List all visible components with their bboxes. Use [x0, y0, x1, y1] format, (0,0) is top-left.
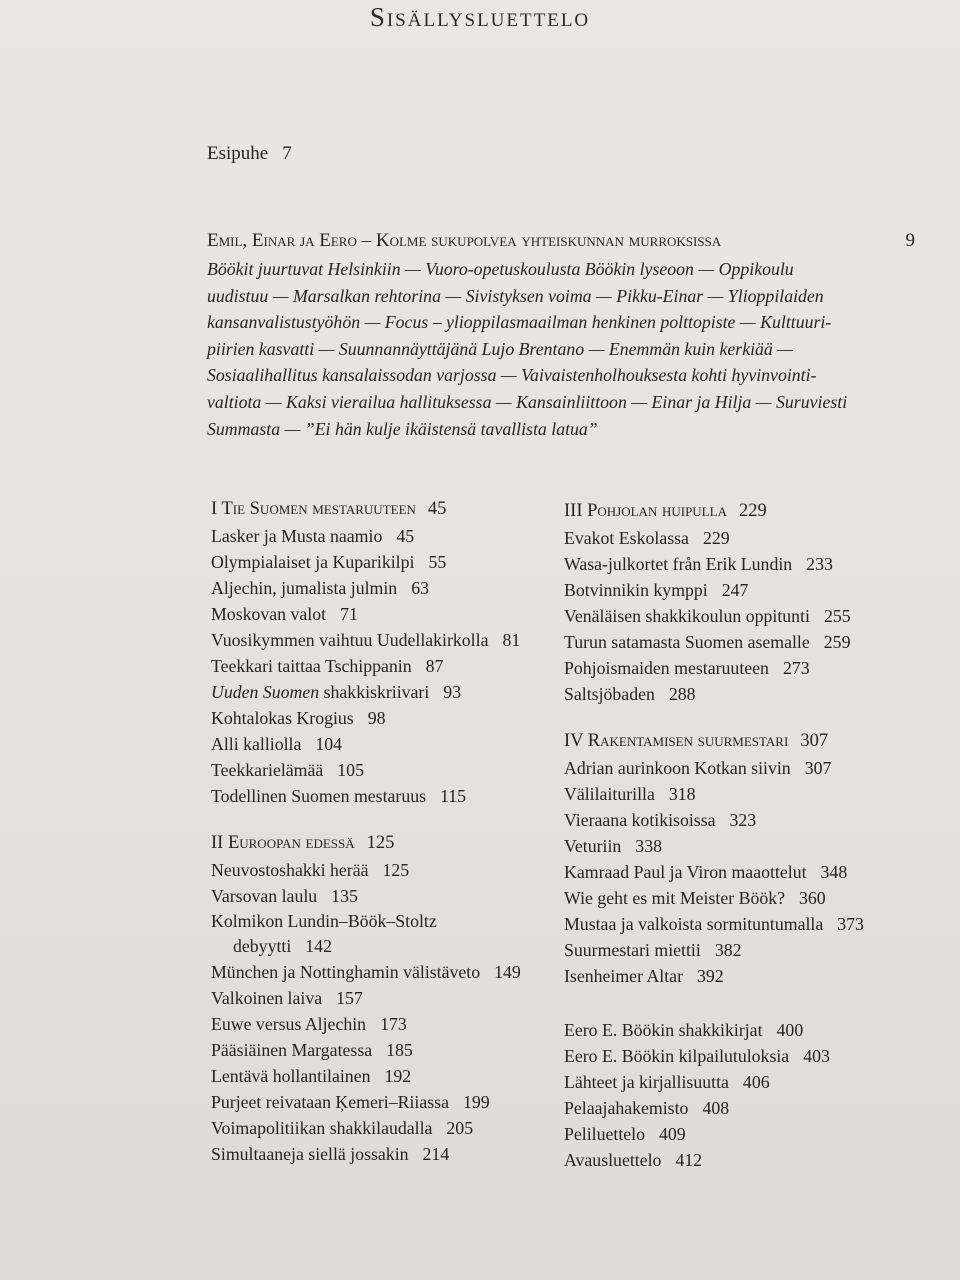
- entry-page: 199: [462, 1092, 490, 1112]
- summary-line: Böökit juurtuvat Helsinkiin — Vuoro-opetuskoulusta Böökin lyseoon — Oppikoulu: [207, 259, 794, 279]
- toc-entry: [564, 833, 909, 859]
- entry-page: 71: [340, 604, 358, 624]
- entry-page: 135: [331, 886, 358, 906]
- toc-entry: [211, 1115, 556, 1141]
- entry-title: Kohtalokas Krogius: [211, 708, 354, 728]
- entry-page: 408: [702, 1098, 730, 1118]
- entry-title: Eero E. Böökin shakkikirjat: [564, 1020, 763, 1040]
- entry-page: 323: [729, 810, 757, 830]
- entry-page: 259: [823, 632, 851, 652]
- toc-entry: [564, 603, 909, 629]
- toc-entry: [564, 577, 909, 603]
- entry-page: 55: [428, 552, 447, 572]
- part-title: III Pohjolan huipulla: [564, 501, 727, 521]
- toc-entry: [211, 549, 556, 575]
- entry-page: 105: [337, 760, 364, 780]
- entry-page: 173: [380, 1014, 407, 1034]
- part-title: IV Rakentamisen suurmestari: [564, 731, 789, 751]
- toc-entry: [564, 937, 909, 963]
- section-summary-emil: [207, 256, 913, 442]
- entry-title: Välilaiturilla: [564, 784, 655, 804]
- part-page: 229: [738, 501, 767, 521]
- entry-title: Pelaajahakemisto: [564, 1098, 689, 1118]
- entry-title: Purjeet reivataan Ķemeri–Riiassa: [211, 1092, 449, 1112]
- toc-entry: [211, 575, 556, 601]
- entry-title: Adrian aurinkoon Kotkan siivin: [564, 758, 791, 778]
- section-heading-emil: [207, 230, 915, 252]
- entry-page: 400: [776, 1020, 804, 1040]
- entry-title: Voimapolitiikan shakkilaudalla: [211, 1118, 433, 1138]
- part-title: I Tie Suomen mestaruuteen: [211, 499, 416, 519]
- entry-title: Neuvostoshakki herää: [211, 860, 369, 880]
- entry-title: Mustaa ja valkoista sormituntumalla: [564, 914, 824, 934]
- toc-entry: [564, 755, 909, 781]
- entry-title: Lentävä hollantilainen: [211, 1066, 371, 1086]
- entry-page: 93: [443, 682, 462, 702]
- entry-title: Kolmikon Lundin–Böök–Stoltz: [211, 911, 437, 931]
- entry-page: 360: [799, 888, 826, 908]
- toc-entry: [564, 885, 909, 911]
- summary-line: Summasta — ”Ei hän kulje ikäistensä tavallista latua”: [207, 418, 598, 439]
- entry-title: Euwe versus Aljechin: [211, 1014, 367, 1034]
- entry-title: Turun satamasta Suomen asemalle: [564, 632, 810, 652]
- entry-title: Veturiin: [564, 836, 622, 856]
- entry-page: 229: [702, 528, 730, 548]
- entry-title: Lasker ja Musta naamio: [211, 526, 383, 546]
- entry-page: 205: [446, 1118, 474, 1138]
- toc-entry-continuation: [211, 933, 556, 959]
- entry-page: 45: [396, 526, 415, 546]
- entry-title: Pohjoismaiden mestaruuteen: [564, 658, 769, 678]
- entry-title: Teekkari taittaa Tschippanin: [211, 656, 412, 676]
- part-title: II Euroopan edessä: [211, 833, 355, 853]
- entry-page: 149: [494, 962, 521, 982]
- entry-page: 7: [282, 143, 292, 164]
- part-heading-1: [211, 495, 556, 523]
- part-heading-3: [564, 497, 909, 525]
- entry-page: 157: [336, 988, 363, 1008]
- entry-page: 307: [804, 758, 832, 778]
- toc-entry: [564, 655, 909, 681]
- entry-title: Vuosikymmen vaihtuu Uudellakirkolla: [211, 630, 489, 650]
- toc-entry: [564, 551, 909, 577]
- entry-page: 185: [386, 1040, 413, 1060]
- toc-entry: [564, 911, 909, 937]
- entry-title: Isenheimer Altar: [564, 966, 683, 986]
- entry-title: Peliluettelo: [564, 1124, 645, 1144]
- entry-page: 255: [823, 606, 851, 626]
- entry-page: 233: [806, 554, 833, 574]
- page-title: Sisällysluettelo: [369, 2, 591, 32]
- toc-entry: [564, 963, 909, 989]
- part-heading-4: [564, 727, 909, 755]
- toc-entry: [211, 601, 556, 627]
- entry-page: 87: [425, 656, 444, 676]
- toc-entry: [211, 959, 556, 985]
- part-page: 125: [366, 833, 395, 853]
- summary-line: uudistuu — Marsalkan rehtorina — Sivistyksen voima — Pikku-Einar — Ylioppilaiden: [207, 285, 824, 306]
- entry-title: Suurmestari miettii: [564, 940, 701, 960]
- entry-page: 115: [440, 786, 467, 806]
- section-title: Emil, Einar ja Eero – Kolme sukupolvea yhteiskunnan murroksissa: [207, 230, 722, 251]
- entry-title: Venäläisen shakkikoulun oppitunti: [564, 606, 810, 626]
- entry-title: Valkoinen laiva: [211, 988, 323, 1008]
- entry-title: Vieraana kotikisoissa: [564, 810, 716, 830]
- toc-entry-preface: [207, 143, 292, 165]
- entry-title: Wie geht es mit Meister Böök?: [564, 888, 786, 908]
- entry-title: Botvinnikin kymppi: [564, 580, 708, 600]
- entry-title: Esipuhe: [207, 143, 269, 164]
- entry-title: München ja Nottinghamin välistäveto: [211, 962, 481, 982]
- toc-entry: [211, 985, 556, 1011]
- entry-title: Evakot Eskolassa: [564, 528, 689, 548]
- toc-entry: [564, 681, 909, 707]
- entry-title: Moskovan valot: [211, 604, 327, 624]
- entry-page: 338: [635, 836, 662, 856]
- toc-entry: [211, 1011, 556, 1037]
- entry-page: 288: [668, 684, 696, 704]
- toc-entry: [211, 909, 556, 933]
- toc-entry-appendix: [564, 1069, 909, 1095]
- toc-entry: [564, 807, 909, 833]
- entry-page: 406: [742, 1072, 770, 1092]
- entry-title: shakkiskriivari: [319, 682, 430, 702]
- toc-entry-appendix: [564, 1147, 909, 1173]
- spacer: [211, 809, 556, 829]
- entry-page: 318: [668, 784, 696, 804]
- summary-line: Sosiaalihallitus kansalaissodan varjossa — Vaivaistenholhouksesta kohti hyvinvointi-: [207, 365, 817, 386]
- entry-title: debyytti: [233, 936, 292, 956]
- toc-entry: [211, 1063, 556, 1089]
- entry-title: Aljechin, jumalista julmin: [211, 578, 398, 598]
- toc-entry: [564, 781, 909, 807]
- toc-entry: [211, 679, 556, 705]
- toc-entry: [564, 859, 909, 885]
- toc-entry: [211, 523, 556, 549]
- spacer: [564, 989, 909, 1017]
- entry-page: 273: [782, 658, 810, 678]
- toc-entry: [211, 705, 556, 731]
- toc-entry: [211, 731, 556, 757]
- entry-title-italic: Uuden Suomen: [211, 682, 320, 702]
- entry-title: Todellinen Suomen mestaruus: [211, 786, 427, 806]
- entry-page: 142: [305, 936, 332, 956]
- entry-title: Wasa-julkortet från Erik Lundin: [564, 554, 793, 574]
- entry-title: Avausluettelo: [564, 1150, 662, 1170]
- toc-entry: [564, 629, 909, 655]
- toc-entry: [564, 525, 909, 551]
- toc-entry-appendix: [564, 1043, 909, 1069]
- toc-entry: [211, 653, 556, 679]
- toc-column-left: [211, 495, 556, 1167]
- part-page: 307: [800, 731, 829, 751]
- toc-entry: [211, 857, 556, 883]
- entry-title: Pääsiäinen Margatessa: [211, 1040, 373, 1060]
- entry-page: 125: [382, 860, 410, 880]
- entry-title: Teekkarielämää: [211, 760, 324, 780]
- entry-page: 373: [837, 914, 864, 934]
- toc-entry: [211, 1089, 556, 1115]
- entry-title: Eero E. Böökin kilpailutuloksia: [564, 1046, 790, 1066]
- summary-line: piirien kasvatti — Suunnannäyttäjänä Lujo Brentano — Enemmän kuin kerkiää —: [207, 338, 794, 359]
- entry-title: Olympialaiset ja Kuparikilpi: [211, 552, 415, 572]
- entry-page: 214: [422, 1144, 450, 1164]
- entry-page: 348: [820, 862, 848, 882]
- entry-page: 247: [721, 580, 749, 600]
- entry-page: 104: [315, 734, 343, 754]
- part-page: 45: [427, 499, 447, 519]
- entry-title: Saltsjöbaden: [564, 684, 655, 704]
- entry-title: Alli kalliolla: [211, 734, 302, 754]
- spacer: [564, 707, 909, 727]
- part-heading-2: [211, 829, 556, 857]
- entry-page: 409: [659, 1124, 686, 1144]
- toc-column-right: [564, 497, 909, 1173]
- toc-entry-appendix: [564, 1121, 909, 1147]
- entry-page: 63: [411, 578, 429, 598]
- summary-line: kansanvalistustyöhön — Focus – ylioppilasmaailman henkinen polttopiste — Kulttuuri-: [207, 312, 832, 333]
- toc-entry: [211, 627, 556, 653]
- toc-entry: [211, 783, 556, 809]
- entry-page: 392: [697, 966, 724, 986]
- toc-entry: [211, 757, 556, 783]
- toc-entry-appendix: [564, 1017, 909, 1043]
- section-page: 9: [905, 230, 915, 251]
- entry-page: 81: [502, 630, 521, 650]
- toc-entry: [211, 883, 556, 909]
- toc-entry: [211, 1037, 556, 1063]
- entry-title: Kamraad Paul ja Viron maaottelut: [564, 862, 807, 882]
- entry-page: 98: [367, 708, 386, 728]
- toc-entry: [211, 1141, 556, 1167]
- entry-title: Varsovan laulu: [211, 886, 318, 906]
- entry-page: 412: [675, 1150, 703, 1170]
- entry-title: Lähteet ja kirjallisuutta: [564, 1072, 729, 1092]
- entry-page: 192: [384, 1066, 412, 1086]
- entry-page: 403: [803, 1046, 830, 1066]
- entry-page: 382: [714, 940, 742, 960]
- entry-title: Simultaaneja siellä jossakin: [211, 1144, 409, 1164]
- summary-line: valtiota — Kaksi vierailua hallituksessa — Kansainliittoon — Einar ja Hilja — Suruviesti: [207, 391, 848, 412]
- toc-entry-appendix: [564, 1095, 909, 1121]
